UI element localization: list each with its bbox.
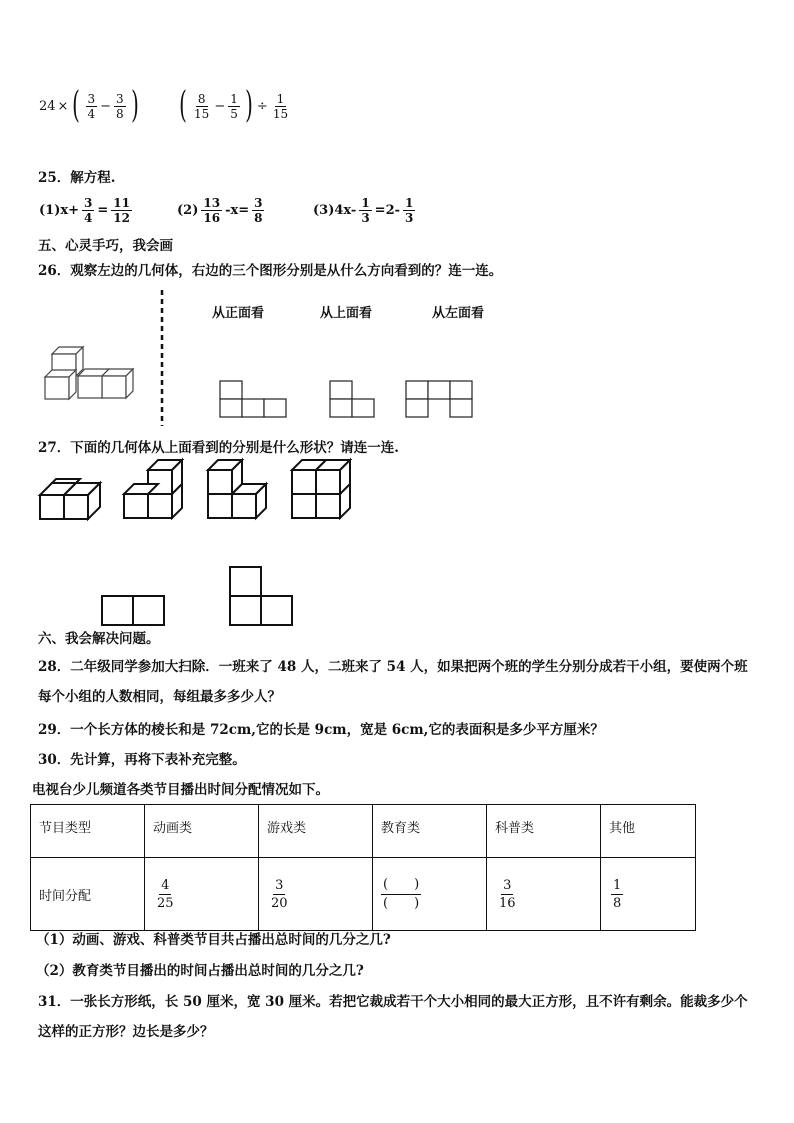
paren-left: ( [72, 85, 81, 126]
q31-line-1: 31．一张长方形纸，长 50 厘米，宽 30 厘米。若把它裁成若干个大小相同的最大正方形，且不许有剩余。能裁多少个 [38, 994, 748, 1010]
numerator: 3 [254, 196, 263, 210]
numerator: 11 [113, 196, 130, 210]
q30-title: 30．先计算，再将下表补充完整。 [38, 752, 246, 768]
q26-view-shapes [220, 381, 472, 417]
view-square [406, 399, 428, 417]
table-cell [259, 858, 373, 931]
answer-square [102, 596, 133, 625]
table-header-cell: 教育类 [373, 805, 487, 858]
table-header-cell: 科普类 [487, 805, 601, 858]
view-square [406, 381, 428, 399]
table-cell[interactable] [373, 858, 487, 931]
paren-right: ) [245, 85, 253, 126]
view-square [330, 399, 352, 417]
allocation-table [30, 804, 696, 931]
denominator: 4 [84, 211, 93, 225]
denominator: 8 [254, 211, 263, 225]
denominator: 4 [87, 106, 96, 121]
view-square [264, 399, 286, 417]
denominator: 3 [361, 211, 370, 225]
numerator: 3 [503, 877, 512, 893]
table-header-row [31, 805, 696, 858]
q27-title: 27．下面的几何体从上面看到的分别是什么形状？请连一连. [38, 440, 399, 456]
table-cell [601, 858, 696, 931]
q28-line-2: 每个小组的人数相同，每组最多多少人？ [38, 689, 281, 705]
denominator: 16 [499, 895, 516, 911]
blank-fraction[interactable] [381, 876, 421, 913]
answer-square [133, 596, 164, 625]
table-row-label: 时间分配 [31, 858, 145, 931]
q25-title: 25．解方程. [38, 170, 116, 186]
q27-solid-1 [40, 479, 100, 519]
operator: =2- [374, 203, 401, 218]
operator: ÷ [256, 98, 268, 114]
equation-text: (3)4x- [313, 203, 357, 218]
q27-solid-3 [208, 460, 266, 518]
q30-caption: 电视台少儿频道各类节目播出时间分配情况如下。 [32, 782, 329, 798]
numerator: 3 [116, 91, 124, 106]
q30-sub-question-1: （1）动画、游戏、科普类节目共占播出总时间的几分之几? [36, 932, 391, 948]
denominator: 16 [203, 211, 221, 225]
paren-right: ) [130, 85, 139, 126]
q27-solids [40, 460, 350, 519]
q27-solid-4 [292, 460, 350, 518]
view-square [352, 399, 374, 417]
numerator: 1 [230, 91, 238, 106]
denominator: 8 [116, 106, 124, 121]
denominator: 12 [113, 211, 130, 225]
numerator: 1 [613, 877, 622, 893]
table-header-cell: 游戏类 [259, 805, 373, 858]
table-cell [145, 858, 259, 931]
equation-text: (1)x+ [39, 203, 79, 218]
denominator: 25 [157, 895, 174, 911]
view-square [220, 381, 242, 399]
blank-numerator[interactable]: ( ) [381, 876, 421, 895]
answer-square [261, 596, 292, 625]
section-5-heading: 五、心灵手巧，我会画 [38, 238, 173, 254]
answer-square [230, 567, 261, 596]
q31-line-2: 这样的正方形？边长是多少？ [38, 1024, 214, 1040]
q28-line-1: 28．二年级同学参加大扫除．一班来了 48 人，二班来了 54 人，如果把两个班的学生分别分成若干小组，要使两个班 [38, 659, 748, 675]
denominator: 3 [405, 211, 414, 225]
table-header-cell: 其他 [601, 805, 696, 858]
table-header-cell: 动画类 [145, 805, 259, 858]
operator: − [100, 98, 112, 114]
view-square [450, 399, 472, 417]
paren-left: ( [179, 85, 187, 126]
number: 24 [39, 98, 56, 114]
numerator: 4 [161, 877, 170, 893]
q27-answer-shapes [102, 567, 292, 625]
denominator: 15 [272, 106, 289, 121]
q30-sub-question-2: （2）教育类节目播出的时间占播出总时间的几分之几? [36, 963, 364, 979]
q26-title: 26．观察左边的几何体，右边的三个图形分别是从什么方向看到的？连一连。 [38, 263, 503, 279]
table-cell [487, 858, 601, 931]
q29-text: 29．一个长方体的棱长和是 72cm,它的长是 9cm，宽是 6cm,它的表面积是多少平方厘米？ [38, 722, 604, 738]
fraction [611, 877, 623, 912]
answer-square [230, 596, 261, 625]
view-square [220, 399, 242, 417]
view-label-top: 从上面看 [320, 306, 373, 321]
section-6-heading: 六、我会解决问题。 [38, 631, 160, 647]
table-header-cell: 节目类型 [31, 805, 145, 858]
fraction [269, 877, 290, 912]
numerator: 8 [197, 91, 206, 106]
numerator: 1 [276, 91, 285, 106]
table-row [31, 858, 696, 931]
denominator: 15 [194, 106, 210, 121]
q26-solid-figure [45, 347, 133, 399]
numerator: 1 [405, 196, 414, 210]
view-label-front: 从正面看 [212, 306, 265, 321]
operator: = [97, 203, 109, 218]
q27-solid-2 [124, 460, 182, 518]
numerator: 13 [203, 196, 221, 210]
operator: − [214, 98, 226, 114]
operator: -x= [225, 203, 250, 218]
view-square [330, 381, 352, 399]
denominator: 20 [271, 895, 288, 911]
denominator: 5 [230, 106, 238, 121]
operator: × [57, 98, 69, 114]
view-square [428, 381, 450, 399]
fraction [155, 877, 176, 912]
numerator: 1 [361, 196, 370, 210]
blank-denominator[interactable]: ( ) [383, 895, 420, 911]
numerator: 3 [275, 877, 284, 893]
view-square [450, 381, 472, 399]
equation-text: (2) [177, 203, 199, 218]
numerator: 3 [84, 196, 93, 210]
numerator: 3 [87, 91, 96, 106]
view-label-left: 从左面看 [432, 306, 485, 321]
fraction [497, 877, 518, 912]
view-square [242, 399, 264, 417]
denominator: 8 [613, 895, 622, 911]
